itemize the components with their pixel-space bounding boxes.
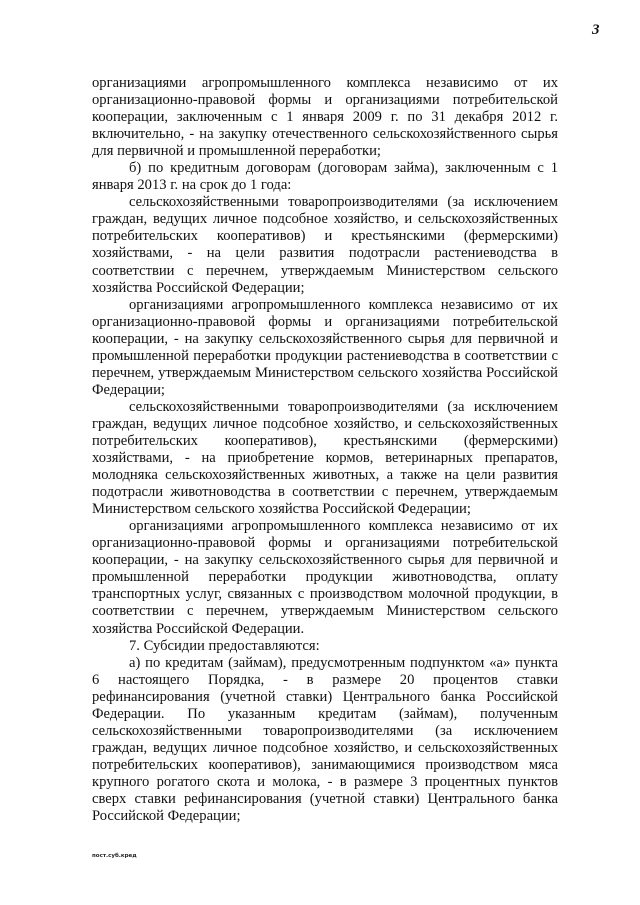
page-number: 3 xyxy=(592,22,600,38)
paragraph-section-7-heading: 7. Субсидии предоставляются: xyxy=(129,637,320,654)
paragraph-crop-producers: сельскохозяйственными товаропроизводителями (за исключением граждан, ведущих личное подсобное хозяйство, и сельскохозяйственных потребительских кооперативов) и крестьянскими (фермерскими) хозяйствами, - на цели развития подотрасли растениеводства в соответствии с перечнем, утверждаемым Министерством сельского хозяйства Российской Федерации; xyxy=(92,194,558,296)
footer-file-code: пост.суб.кред xyxy=(92,853,137,859)
paragraph-livestock-processing: организациями агропромышленного комплекса независимо от их организационно-правовой формы и организациями потребительской кооперации, - на закупку сельскохозяйственного сырья для первичной и промышленной переработки продукции животноводства, оплату транспортных услуг, связанных с производством молочной продукции, в соответствии с перечнем, утверждаемым Министерством сельского хозяйства Российской Федерации. xyxy=(92,518,558,637)
document-body xyxy=(92,75,558,825)
paragraph-loan-agreements: б) по кредитным договорам (договорам займа), заключенным с 1 января 2013 г. на срок до 1 года: xyxy=(92,160,558,194)
paragraph-crop-processing: организациями агропромышленного комплекса независимо от их организационно-правовой формы и организациями потребительской кооперации, - на закупку сельскохозяйственного сырья для первичной и промышленной переработки продукции растениеводства в соответствии с перечнем, утверждаемым Министерством сельского хозяйства Российской Федерации; xyxy=(92,296,558,398)
paragraph-continuation: организациями агропромышленного комплекса независимо от их организационно-правовой формы и организациями потребительской кооперации, заключенным с 1 января 2009 г. по 31 декабря 2012 г. включительно, - на закупку отечественного сельскохозяйственного сырья для первичной и промышленной переработки; xyxy=(92,75,558,160)
paragraph-subsidy-rates: а) по кредитам (займам), предусмотренным подпунктом «а» пункта 6 настоящего Порядка, - в размере 20 процентов ставки рефинансирования (учетной ставки) Центрального банка Российской Федерации. По указанным кредитам (займам), полученным сельскохозяйственными товаропроизводителями (за исключением граждан, ведущих личное подсобное хозяйство, и сельскохозяйственных потребительских кооперативов), занимающимися производством мяса крупного рогатого скота и молока, - в размере 3 процентных пунктов сверх ставки рефинансирования (учетной ставки) Центрального банка Российской Федерации; xyxy=(92,654,558,825)
paragraph-livestock-producers: сельскохозяйственными товаропроизводителями (за исключением граждан, ведущих личное подсобное хозяйство, и сельскохозяйственных потребительских кооперативов), крестьянскими (фермерскими) хозяйствами, - на приобретение кормов, ветеринарных препаратов, молодняка сельскохозяйственных животных, а также на цели развития подотрасли животноводства в соответствии с перечнем, утверждаемым Министерством сельского хозяйства Российской Федерации; xyxy=(92,398,558,518)
